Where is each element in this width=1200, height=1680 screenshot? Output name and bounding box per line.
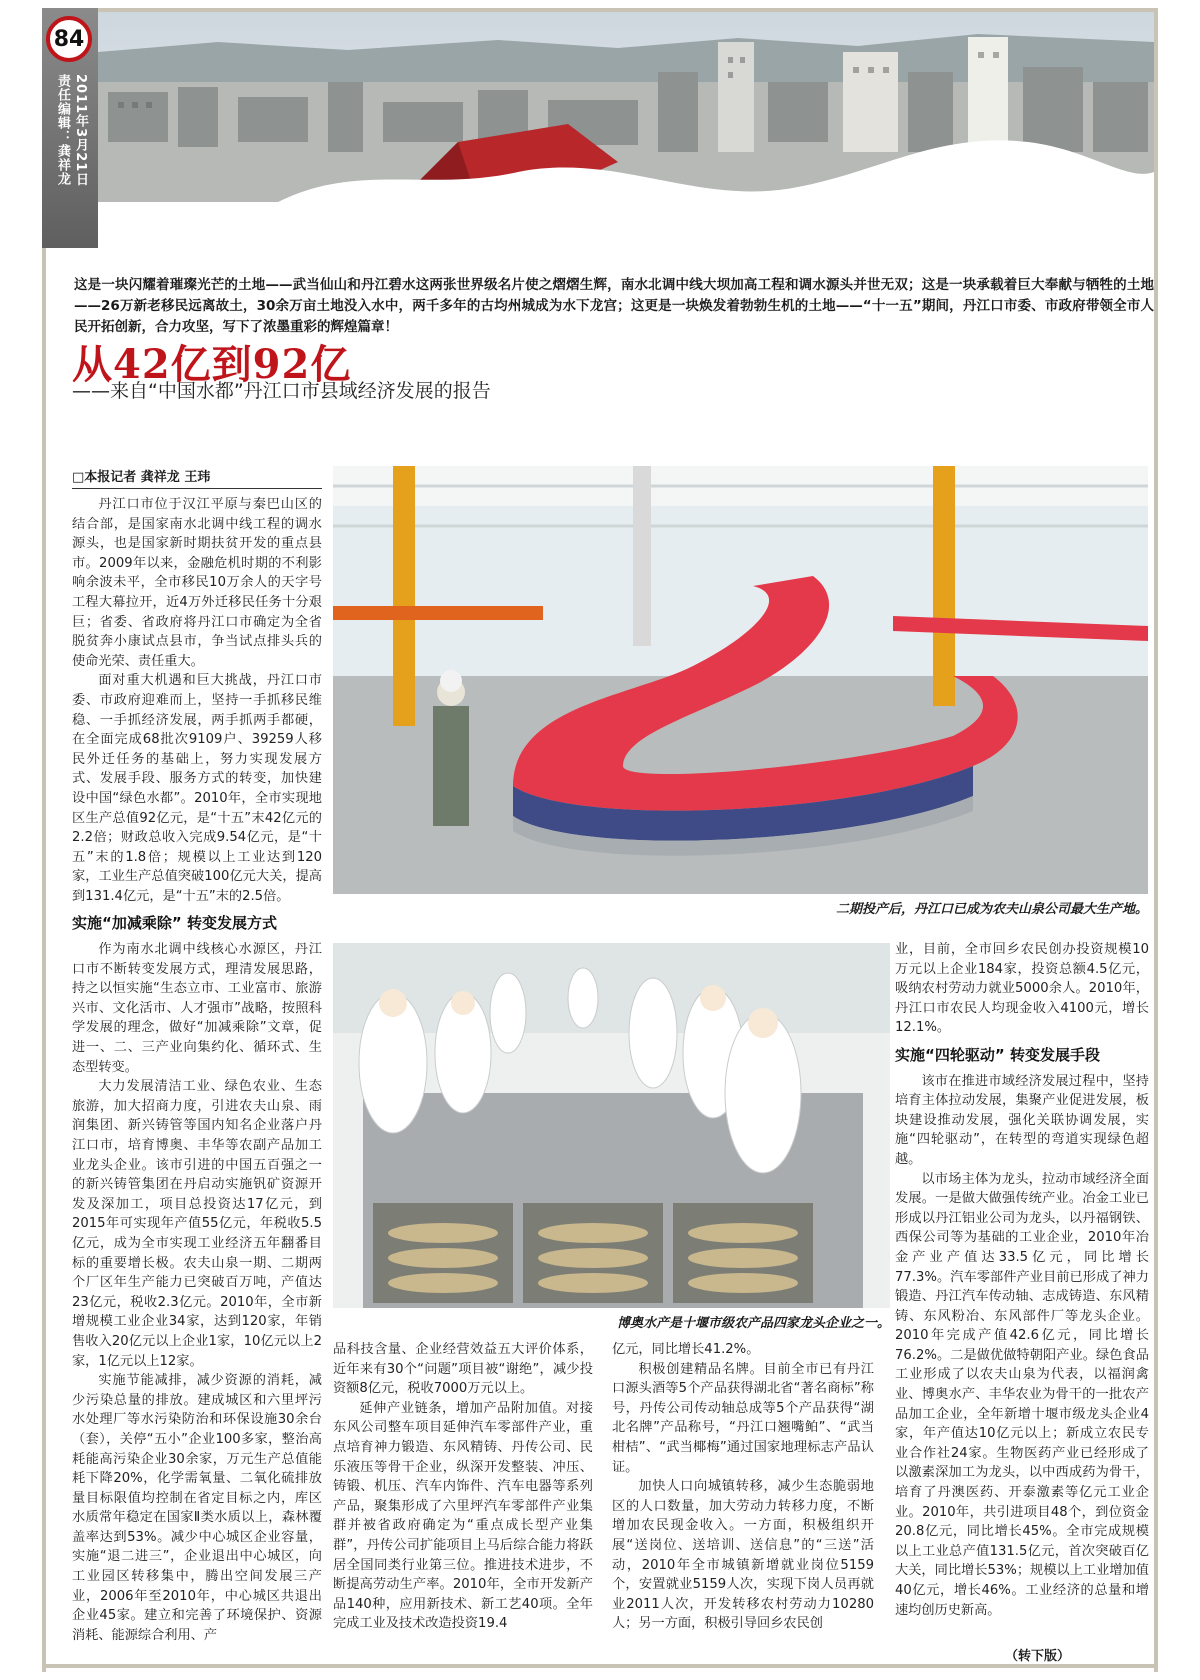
- paragraph: 亿元，同比增长41.2%。: [612, 1342, 760, 1357]
- continued-note: （转下版）: [1005, 1649, 1071, 1664]
- column-4: [895, 940, 1149, 1620]
- factory-illustration: [333, 466, 1148, 894]
- photo-caption-2: 博奥水产是十堰市级农产品四家龙头企业之一。: [616, 1316, 890, 1331]
- article-subtitle: ——来自“中国水都”丹江口市县域经济发展的报告: [72, 380, 491, 402]
- city-banner-image: [98, 12, 1154, 202]
- intro-paragraph: 这是一块闪耀着璀璨光芒的土地——武当仙山和丹江碧水这两张世界级名片使之熠熠生辉，南水北调中线大坝加高工程和调水源头并世无双；这是一块承载着巨大奉献与牺牲的土地——26万新老移民远离故土，30余万亩土地没入水中，两千多年的古均州城成为水下龙宫；这更是一块焕发着勃勃生机的土地——“十一五”期间，丹江口市委、市政府带领全市人民开拓创新，合力攻坚，写下了浓墨重彩的辉煌篇章！: [74, 277, 1154, 335]
- photo-bottling-line: [333, 466, 1148, 894]
- paragraph: 实施节能减排，减少资源的消耗，减少污染总量的排放。建成城区和六里坪污水处理厂等水污染防治和环保设施30余台（套），关停“五小”企业100多家，整治高耗能高污染企业30余家，万元生产总值能耗下降20%，化学需氧量、二氧化硫排放量目标限值均控制在省定目标之内，库区水质常年稳定在国家Ⅱ类水质以上，森林覆盖率达到53%。减少中心城区企业容量，实施“退二进三”，企业退出中心城区，向工业园区转移集中，腾出空间发展三产业，2006年至2010年，中心城区共退出企业45家。建立和完善了环境保护、资源消耗、能源综合利用、产: [72, 1373, 322, 1643]
- city-skyline-illustration: [98, 12, 1154, 202]
- issue-date: 2011年3月21日: [73, 74, 88, 187]
- paragraph: 大力发展清洁工业、绿色农业、生态旅游，加大招商力度，引进农夫山泉、雨润集团、新兴铸管等国内知名企业落户丹江口市，培育博奥、丰华等农副产品加工业龙头企业。该市引进的中国五百强之一的新兴铸管集团在丹启动实施钒矿资源开发及深加工，项目总投资达17亿元，到2015年可实现年产值55亿元，年税收5.5亿元，成为全市实现工业经济五年翻番目标的重要增长极。农夫山泉一期、二期两个厂区年生产能力已突破百万吨，产值达23亿元，税收2.3亿元。2010年，全市新增规模工业企业34家，达到120家，年销售收入20亿元以上企业1家，10亿元以上2家，1亿元以上12家。: [72, 1079, 322, 1369]
- page-number: 84: [46, 16, 92, 62]
- processing-illustration: [333, 943, 890, 1308]
- frame-bottom: [42, 1664, 1158, 1668]
- photo-caption-1: 二期投产后，丹江口已成为农夫山泉公司最大生产地。: [835, 902, 1148, 917]
- paragraph: 丹江口市位于汉江平原与秦巴山区的结合部，是国家南水北调中线工程的调水源头，也是国家新时期扶贫开发的重点县市。2009年以来，金融危机时期的不利影响余波未平，全市移民10万余人的天字号工程大幕拉开，近4万外迁移民任务十分艰巨；省委、省政府将丹江口市确定为全省脱贫奔小康试点县市，争当试点排头兵的使命光荣、责任重大。: [72, 497, 322, 669]
- frame-right: [1154, 12, 1158, 1672]
- article-title: 从42亿到92亿: [72, 341, 352, 388]
- column-2: [333, 1340, 593, 1634]
- paragraph: 加快人口向城镇转移，减少生态脆弱地区的人口数量，加大劳动力转移力度，不断增加农民现金收入。一方面，积极组织开展“送岗位、送培训、送信息”的“三送”活动，2010年全市城镇新增就业岗位5159个，安置就业5159人次，实现下岗人员再就业2011人次，开发转移农村劳动力10280人；另一方面，积极引导回乡农民创: [612, 1479, 874, 1632]
- paragraph: 作为南水北调中线核心水源区，丹江口市不断转变发展方式，理清发展思路，持之以恒实施“生态立市、工业富市、旅游兴市、文化活市、人才强市”战略，按照科学发展的理念，做好“加减乘除”文章，促进一、二、三产业向集约化、循环式、生态型转变。: [72, 942, 322, 1075]
- column-3: [612, 1340, 874, 1634]
- paragraph: 业，目前，全市回乡农民创办投资规模10万元以上企业184家，投资总额4.5亿元，吸纳农村劳动力就业5000余人。2010年，丹江口市农民人均现金收入4100元，增长12.1%。: [895, 942, 1149, 1036]
- section-heading: 实施“加减乘除” 转变发展方式: [72, 914, 277, 933]
- frame-left: [42, 12, 46, 1672]
- photo-fish-processing: [333, 943, 890, 1308]
- paragraph: 面对重大机遇和巨大挑战，丹江口市委、市政府迎难而上，坚持一手抓移民维稳、一手抓经济发展，两手抓两手都硬，在全面完成68批次9109户、39259人移民外迁任务的基础上，努力实现发展方式、发展手段、服务方式的转变，加快建设中国“绿色水都”。2010年，全市实现地区生产总值92亿元，是“十五”末42亿元的2.2倍；财政总收入完成9.54亿元，是“十五”末的1.8倍；规模以上工业达到120家，工业生产总值突破100亿元大关，提高到131.4亿元，是“十五”末的2.5倍。: [72, 673, 322, 904]
- section-heading: 实施“四轮驱动” 转变发展手段: [895, 1045, 1100, 1064]
- paragraph: 该市在推进市域经济发展过程中，坚持培育主体拉动发展，集聚产业促进发展，板块建设推动发展，强化关联协调发展，实施“四轮驱动”，在转型的弯道实现绿色超越。: [895, 1073, 1149, 1167]
- editor-credit: 责任编辑：龚祥龙: [55, 74, 70, 186]
- paragraph: 积极创建精品名牌。目前全市已有丹江口源头酒等5个产品获得湖北省“著名商标”称号，丹传公司传动轴总成等5个产品获得“湖北名牌”产品称号，“丹江口翘嘴鲌”、“武当柑桔”、“武当椰梅”通过国家地理标志产品认证。: [612, 1361, 874, 1475]
- paragraph: 延伸产业链条，增加产品附加值。对接东风公司整车项目延伸汽车零部件产业，重点培育神力锻造、东风精铸、丹传公司、民乐液压等骨干企业，纵深开发整装、冲压、铸锻、机压、汽车内饰件、汽车电器等系列产品，聚集形成了六里坪汽车零部件产业集群并被省政府确定为“重点成长型产业集群”，丹传公司扩能项目上马后综合能力将跃居全国同类行业第三位。推进技术进步，不断提高劳动生产率。2010年，全市开发新产品140种，应用新技术、新工艺40项。全年完成工业及技术改造投资19.4: [333, 1400, 593, 1632]
- paragraph: 以市场主体为龙头，拉动市域经济全面发展。一是做大做强传统产业。冶金工业已形成以丹江铝业公司为龙头，以丹福钢铁、西保公司等为基础的工业企业，2010年冶金产业产值达33.5亿元，同比增长77.3%。汽车零部件产业目前已形成了神力锻造、丹江汽车传动轴、志成铸造、东风精铸、东风粉冶、东风部件厂等龙头企业。2010年完成产值42.6亿元，同比增长76.2%。二是做优做特朝阳产业。绿色食品工业形成了以农夫山泉为代表，以福润禽业、博奥水产、丰华农业为骨干的一批农产品加工企业，全年新增十堰市级龙头企业4家，年产值达10亿元以上；新成立农民专业合作社24家。生物医药产业已经形成了以激素深加工为龙头，以中西成药为骨干，培育了丹澳医药、开泰激素等亿元工业企业。2010年，共引进项目48个，到位资金20.8亿元，同比增长45%。全市完成规模以上工业总产值131.5亿元，首次突破百亿大关，同比增长53%；规模以上工业增加值40亿元，增长46%。工业经济的总量和增速均创历史新高。: [895, 1171, 1149, 1618]
- column-1: [72, 495, 322, 1645]
- paragraph: 品科技含量、企业经营效益五大评价体系，近年来有30个“问题”项目被“谢绝”，减少投资额8亿元，税收7000万元以上。: [333, 1342, 593, 1397]
- byline: □本报记者 龚祥龙 王玮: [72, 466, 322, 489]
